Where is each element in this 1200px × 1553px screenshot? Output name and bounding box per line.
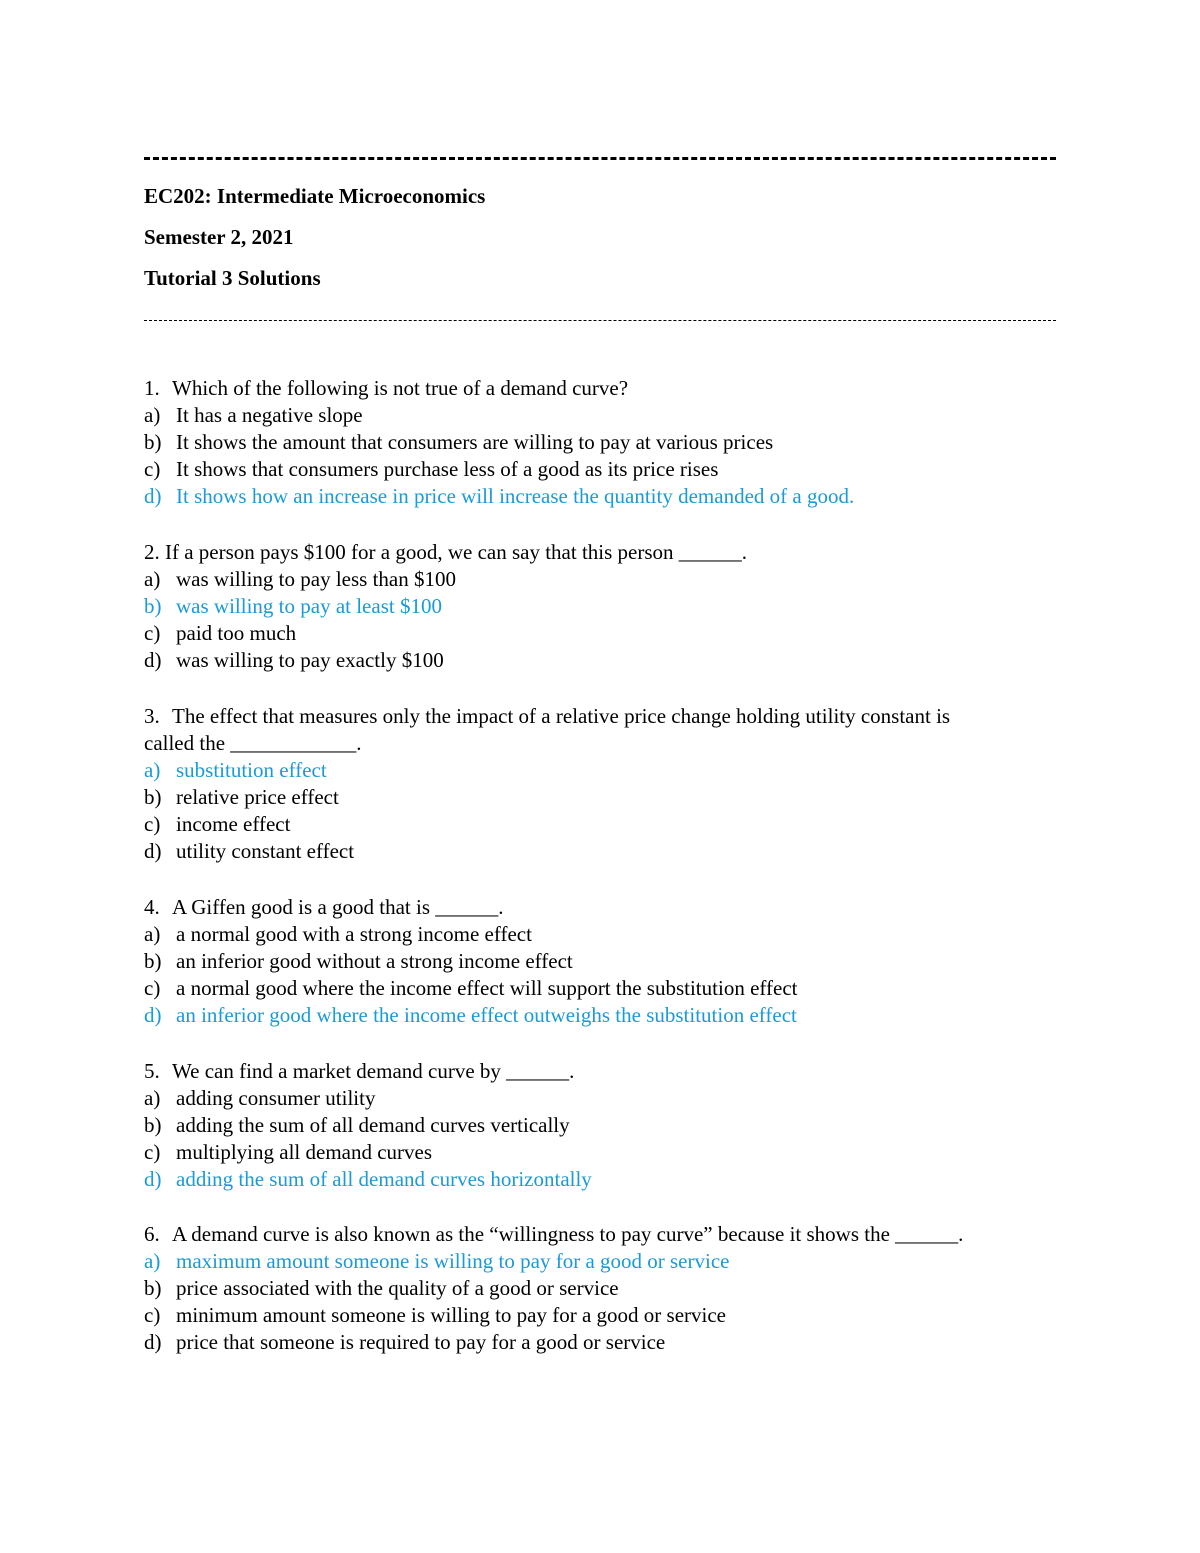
q2-option-c: c) paid too much <box>144 621 297 645</box>
q4-option-b: b) an inferior good without a strong income effect <box>144 949 573 973</box>
question-4: 4. A Giffen good is a good that is ______. <box>144 895 504 919</box>
q3-option-b: b) relative price effect <box>144 785 339 809</box>
question-5-text: We can find a market demand curve by ______. <box>172 1059 575 1083</box>
q4-option-a: a) a normal good with a strong income effect <box>144 922 532 946</box>
question-2-text: If a person pays $100 for a good, we can say that this person ______. <box>165 540 748 564</box>
question-2: 2. If a person pays $100 for a good, we can say that this person ______. <box>144 540 748 564</box>
tutorial-title: Tutorial 3 Solutions <box>144 266 321 290</box>
question-4-text: A Giffen good is a good that is ______. <box>172 895 504 919</box>
q2-option-b-answer: b) was willing to pay at least $100 <box>144 594 442 618</box>
q1-option-c: c) It shows that consumers purchase less of a good as its price rises <box>144 457 719 481</box>
q4-option-d-answer: d) an inferior good where the income effect outweighs the substitution effect <box>144 1003 797 1027</box>
question-5: 5. We can find a market demand curve by ______. <box>144 1059 575 1083</box>
q3-option-a-answer: a) substitution effect <box>144 758 327 782</box>
question-3-continued: called the ____________. <box>144 731 362 755</box>
q5-option-d-answer: d) adding the sum of all demand curves horizontally <box>144 1167 592 1191</box>
question-3: 3. The effect that measures only the impact of a relative price change holding utility constant is <box>144 704 951 728</box>
top-divider <box>144 157 1056 160</box>
q2-option-d: d) was willing to pay exactly $100 <box>144 648 444 672</box>
question-1-text: Which of the following is not true of a demand curve? <box>172 376 629 400</box>
q5-option-c: c) multiplying all demand curves <box>144 1140 433 1164</box>
question-3-text: The effect that measures only the impact of a relative price change holding utility constant is <box>172 704 951 728</box>
q1-option-a: a) It has a negative slope <box>144 403 363 427</box>
question-6: 6. A demand curve is also known as the “willingness to pay curve” because it shows the ______. <box>144 1222 964 1246</box>
header-divider <box>144 320 1056 321</box>
semester-label: Semester 2, 2021 <box>144 225 294 249</box>
q1-option-b: b) It shows the amount that consumers are willing to pay at various prices <box>144 430 774 454</box>
q6-option-a-answer: a) maximum amount someone is willing to pay for a good or service <box>144 1249 730 1273</box>
q5-option-a: a) adding consumer utility <box>144 1086 376 1110</box>
q1-option-d-answer: d) It shows how an increase in price will increase the quantity demanded of a good. <box>144 484 855 508</box>
q6-option-d: d) price that someone is required to pay for a good or service <box>144 1330 666 1354</box>
course-title: EC202: Intermediate Microeconomics <box>144 184 486 208</box>
q5-option-b: b) adding the sum of all demand curves vertically <box>144 1113 570 1137</box>
q3-option-c: c) income effect <box>144 812 291 836</box>
q6-option-b: b) price associated with the quality of a good or service <box>144 1276 619 1300</box>
question-1: 1. Which of the following is not true of a demand curve? <box>144 376 629 400</box>
q4-option-c: c) a normal good where the income effect will support the substitution effect <box>144 976 798 1000</box>
q2-option-a: a) was willing to pay less than $100 <box>144 567 456 591</box>
q3-option-d: d) utility constant effect <box>144 839 355 863</box>
question-6-text: A demand curve is also known as the “willingness to pay curve” because it shows the ______. <box>172 1222 964 1246</box>
q6-option-c: c) minimum amount someone is willing to pay for a good or service <box>144 1303 726 1327</box>
